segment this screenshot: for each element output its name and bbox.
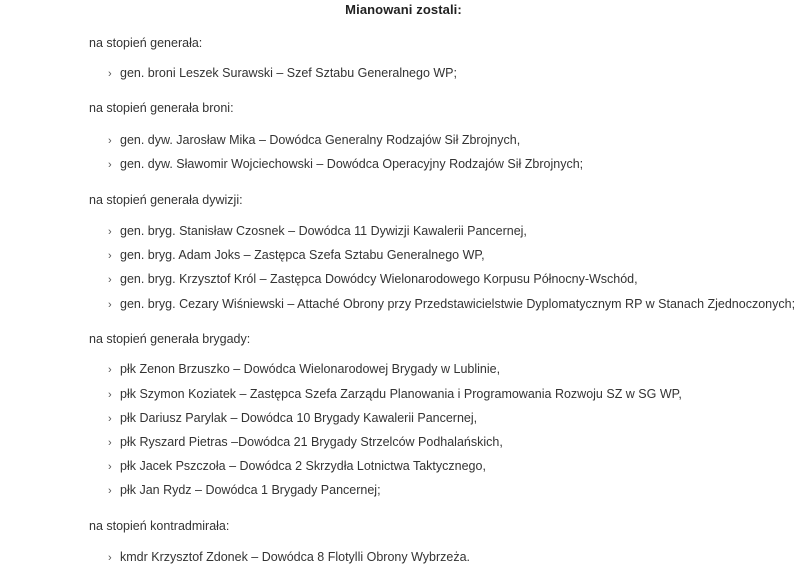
list-item-text: gen. dyw. Jarosław Mika – Dowódca Generalny Rodzajów Sił Zbrojnych, [120, 133, 521, 147]
chevron-right-icon: › [108, 461, 112, 473]
list-item [108, 435, 503, 449]
list-item-text: kmdr Krzysztof Zdonek – Dowódca 8 Flotylli Obrony Wybrzeża. [120, 550, 471, 564]
rank-heading-major-general: na stopień generała dywizji: [89, 193, 243, 207]
rank-heading-brigadier-general: na stopień generała brygady: [89, 332, 251, 346]
list-item-text: płk Ryszard Pietras –Dowódca 21 Brygady Strzelców Podhalańskich, [120, 435, 503, 449]
chevron-right-icon: › [108, 68, 112, 80]
chevron-right-icon: › [108, 159, 112, 171]
page-title: Mianowani zostali: [345, 2, 462, 17]
list-item-text: płk Dariusz Parylak – Dowódca 10 Brygady Kawalerii Pancernej, [120, 411, 478, 425]
chevron-right-icon: › [108, 274, 112, 286]
list-item [108, 362, 500, 376]
rank-heading-general: na stopień generała: [89, 36, 203, 50]
list-item [108, 157, 583, 171]
chevron-right-icon: › [108, 389, 112, 401]
chevron-right-icon: › [108, 299, 112, 311]
list-item [108, 224, 527, 238]
list-item [108, 297, 795, 311]
list-item [108, 272, 638, 286]
list-item-text: płk Jacek Pszczoła – Dowódca 2 Skrzydła Lotnictwa Taktycznego, [120, 459, 486, 473]
list-item-text: gen. bryg. Cezary Wiśniewski – Attaché Obrony przy Przedstawicielstwie Dyplomatycznym RP w Stanach Zjednoczonych; [120, 297, 796, 311]
chevron-right-icon: › [108, 226, 112, 238]
chevron-right-icon: › [108, 437, 112, 449]
chevron-right-icon: › [108, 250, 112, 262]
chevron-right-icon: › [108, 135, 112, 147]
chevron-right-icon: › [108, 552, 112, 564]
list-item-text: gen. bryg. Adam Joks – Zastępca Szefa Sztabu Generalnego WP, [120, 248, 485, 262]
list-item [108, 459, 486, 473]
chevron-right-icon: › [108, 413, 112, 425]
list-item [108, 66, 457, 80]
rank-heading-rear-admiral: na stopień kontradmirała: [89, 519, 230, 533]
list-item [108, 411, 477, 425]
list-item-text: płk Zenon Brzuszko – Dowódca Wielonarodowej Brygady w Lublinie, [120, 362, 501, 376]
list-item [108, 550, 470, 564]
list-item-text: płk Jan Rydz – Dowódca 1 Brygady Pancernej; [120, 483, 381, 497]
list-item-text: płk Szymon Koziatek – Zastępca Szefa Zarządu Planowania i Programowania Rozwoju SZ w SG WP, [120, 387, 682, 401]
chevron-right-icon: › [108, 364, 112, 376]
list-item-text: gen. dyw. Sławomir Wojciechowski – Dowódca Operacyjny Rodzajów Sił Zbrojnych; [120, 157, 584, 171]
list-item-text: gen. bryg. Stanisław Czosnek – Dowódca 11 Dywizji Kawalerii Pancernej, [120, 224, 527, 238]
list-item-text: gen. broni Leszek Surawski – Szef Sztabu Generalnego WP; [120, 66, 457, 80]
chevron-right-icon: › [108, 485, 112, 497]
list-item [108, 483, 381, 497]
list-item [108, 387, 682, 401]
rank-heading-lieutenant-general: na stopień generała broni: [89, 101, 234, 115]
list-item [108, 133, 520, 147]
list-item [108, 248, 485, 262]
list-item-text: gen. bryg. Krzysztof Król – Zastępca Dowódcy Wielonarodowego Korpusu Północny-Wschód, [120, 272, 638, 286]
